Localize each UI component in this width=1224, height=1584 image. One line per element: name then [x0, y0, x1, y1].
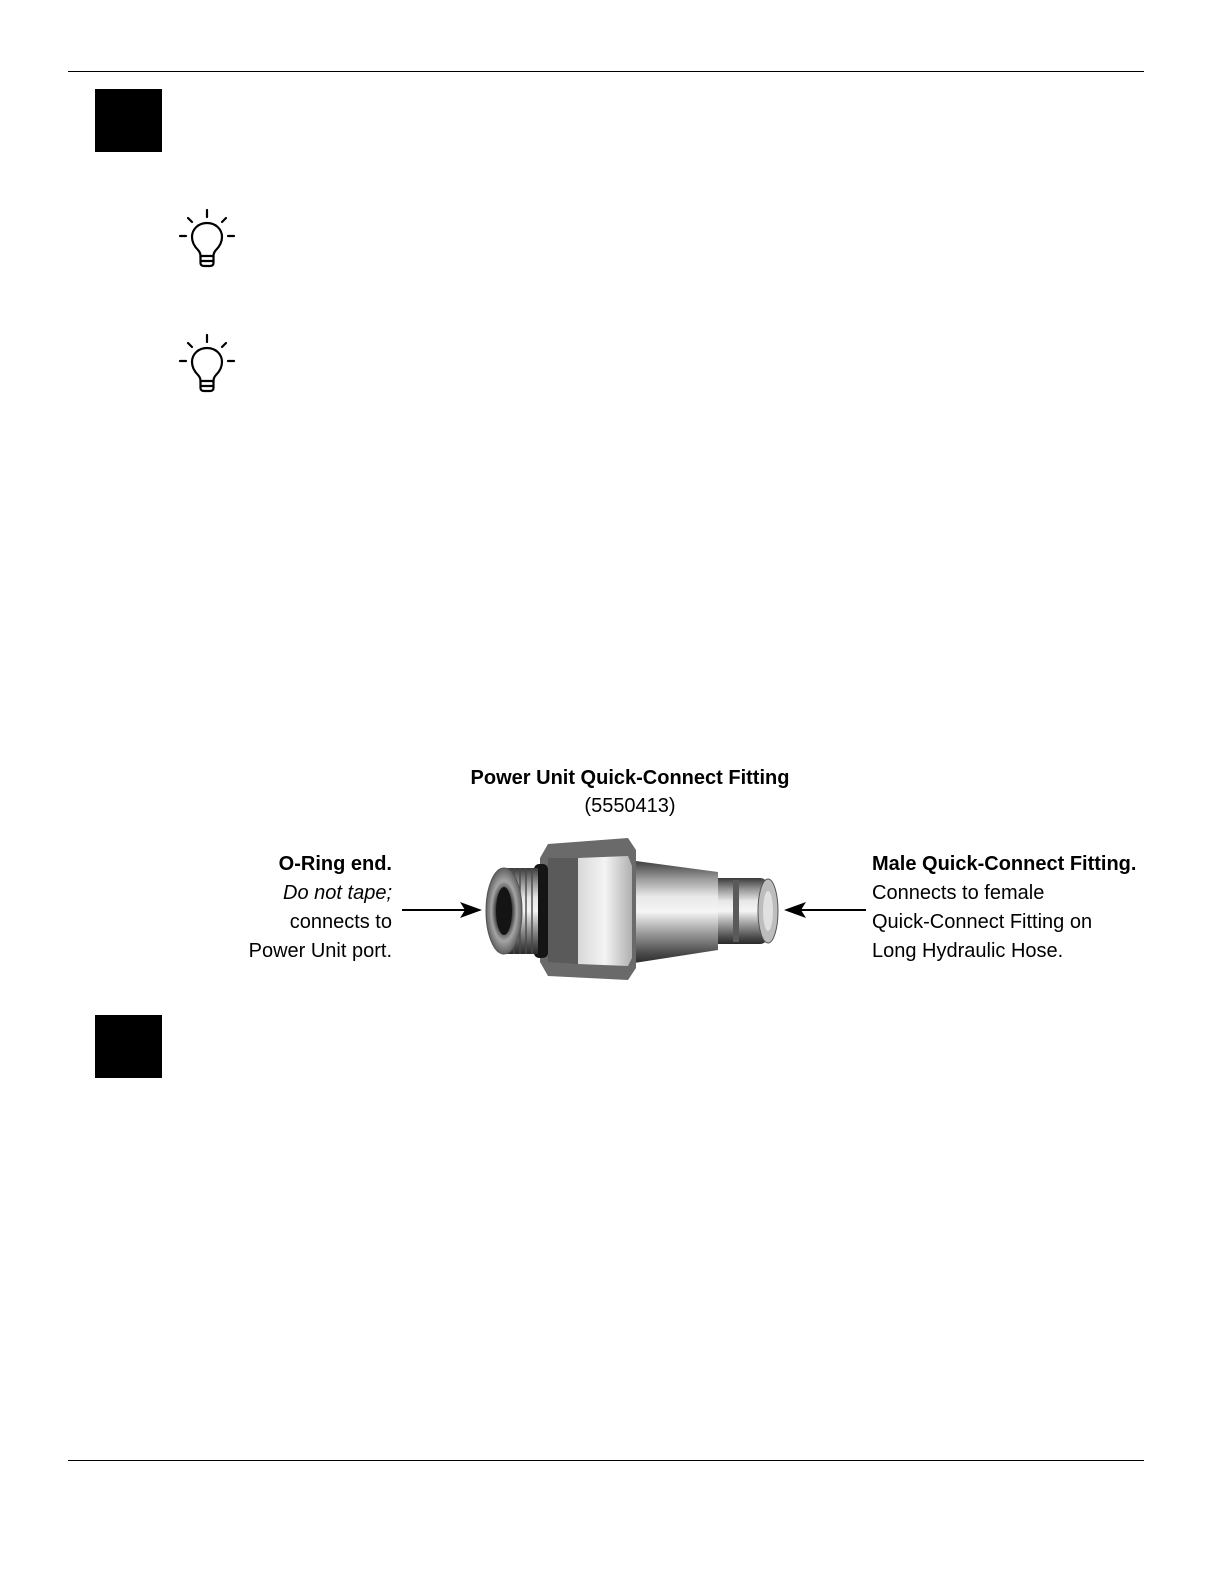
male-quick-connect-label: [872, 850, 1162, 966]
lightbulb-tip-icon: [176, 208, 238, 270]
male-fitting-line-2: Quick-Connect Fitting on: [872, 911, 1093, 933]
o-ring-line-2: Power Unit port.: [248, 940, 392, 962]
fitting-photo: [478, 830, 790, 990]
footer-rule: [68, 1460, 1144, 1461]
lightbulb-tip-icon: [176, 333, 238, 395]
male-fitting-heading: Male Quick-Connect Fitting.: [872, 853, 1137, 875]
header-rule: [68, 71, 1144, 72]
o-ring-note: Do not tape;: [283, 882, 392, 904]
male-fitting-line-3: Long Hydraulic Hose.: [872, 940, 1064, 962]
o-ring-end-label: [220, 850, 392, 966]
left-arrow-icon: [400, 898, 484, 922]
figure-caption: [460, 764, 800, 820]
part-number: (5550413): [584, 795, 676, 817]
figure-title: Power Unit Quick-Connect Fitting: [470, 767, 790, 789]
o-ring-heading: O-Ring end.: [278, 853, 392, 875]
step-marker-2: [95, 1015, 162, 1078]
male-fitting-line-1: Connects to female: [872, 882, 1045, 904]
step-marker-1: [95, 89, 162, 152]
right-arrow-icon: [782, 898, 868, 922]
o-ring-line-1: connects to: [289, 911, 392, 933]
quick-connect-fitting-figure: [220, 760, 1160, 1000]
